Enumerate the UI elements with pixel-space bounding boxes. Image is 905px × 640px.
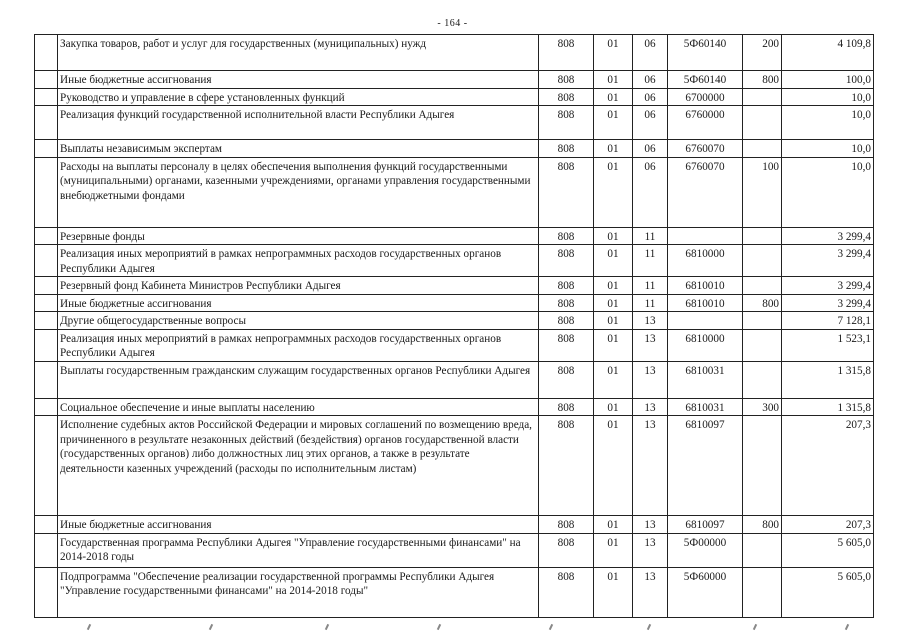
table-row (35, 398, 874, 416)
cell-rz: 01 (594, 516, 633, 534)
cell-name: Государственная программа Республики Адыгея "Управление государственными финансами" на 2014-2018 годы (58, 533, 539, 567)
row-marker (35, 88, 58, 106)
cell-pr: 13 (633, 533, 668, 567)
cell-ved: 808 (539, 245, 594, 277)
cell-vr: 800 (743, 294, 782, 312)
table-row (35, 312, 874, 330)
cell-ved: 808 (539, 361, 594, 398)
cell-ved: 808 (539, 294, 594, 312)
scan-mark (647, 624, 651, 630)
cell-rz: 01 (594, 361, 633, 398)
cell-vr (743, 88, 782, 106)
table-row (35, 71, 874, 89)
cell-vr (743, 312, 782, 330)
table-row (35, 416, 874, 516)
cell-name: Реализация иных мероприятий в рамках непрограммных расходов государственных органов Республики Адыгея (58, 329, 539, 361)
row-marker (35, 294, 58, 312)
cell-name: Иные бюджетные ассигнования (58, 71, 539, 89)
cell-name: Реализация функций государственной исполнительной власти Республики Адыгея (58, 106, 539, 140)
cell-vr: 800 (743, 516, 782, 534)
table-row (35, 533, 874, 567)
cell-sum: 5 605,0 (782, 567, 874, 617)
cell-csr: 6810010 (668, 294, 743, 312)
table-row (35, 157, 874, 227)
cell-rz: 01 (594, 567, 633, 617)
cell-csr: 6700000 (668, 88, 743, 106)
row-marker (35, 277, 58, 295)
cell-vr (743, 140, 782, 158)
cell-csr (668, 312, 743, 330)
row-marker (35, 398, 58, 416)
table-row (35, 277, 874, 295)
cell-name: Выплаты государственным гражданским служащим государственных органов Республики Адыгея (58, 361, 539, 398)
cell-csr: 6810031 (668, 398, 743, 416)
cell-ved: 808 (539, 516, 594, 534)
cell-rz: 01 (594, 35, 633, 71)
cell-vr (743, 329, 782, 361)
cell-csr: 5Ф00000 (668, 533, 743, 567)
cell-name: Социальное обеспечение и иные выплаты населению (58, 398, 539, 416)
cell-pr: 13 (633, 312, 668, 330)
row-marker (35, 71, 58, 89)
cell-ved: 808 (539, 416, 594, 516)
cell-pr: 13 (633, 516, 668, 534)
cell-vr (743, 567, 782, 617)
cell-ved: 808 (539, 277, 594, 295)
table-row (35, 140, 874, 158)
cell-csr: 6810010 (668, 277, 743, 295)
cell-csr: 6760070 (668, 140, 743, 158)
cell-rz: 01 (594, 106, 633, 140)
cell-sum: 207,3 (782, 516, 874, 534)
cell-csr: 6810097 (668, 416, 743, 516)
table-row (35, 106, 874, 140)
table-row (35, 294, 874, 312)
cell-sum: 10,0 (782, 106, 874, 140)
table-row (35, 567, 874, 617)
cell-pr: 11 (633, 277, 668, 295)
cell-rz: 01 (594, 277, 633, 295)
cell-pr: 06 (633, 140, 668, 158)
cell-pr: 06 (633, 35, 668, 71)
cell-vr (743, 106, 782, 140)
cell-sum: 100,0 (782, 71, 874, 89)
cell-csr: 6810097 (668, 516, 743, 534)
cell-rz: 01 (594, 88, 633, 106)
cell-name: Иные бюджетные ассигнования (58, 516, 539, 534)
scan-mark (209, 624, 213, 630)
cell-vr (743, 277, 782, 295)
cell-rz: 01 (594, 227, 633, 245)
cell-name: Исполнение судебных актов Российской Федерации и мировых соглашений по возмещению вреда, причиненного в результате незаконных действий (бездействия) органов государственной власти (государственных органов) либо должностных лиц этих органов, а также в результате деятельности казенных учреждений (расходы по исполнительным листам) (58, 416, 539, 516)
cell-pr: 13 (633, 361, 668, 398)
table-row (35, 361, 874, 398)
cell-sum: 1 315,8 (782, 398, 874, 416)
cell-sum: 3 299,4 (782, 277, 874, 295)
cell-csr: 5Ф60000 (668, 567, 743, 617)
cell-csr: 6760070 (668, 157, 743, 227)
cell-vr: 300 (743, 398, 782, 416)
cell-name: Реализация иных мероприятий в рамках непрограммных расходов государственных органов Республики Адыгея (58, 245, 539, 277)
row-marker (35, 312, 58, 330)
cell-rz: 01 (594, 71, 633, 89)
cell-pr: 06 (633, 106, 668, 140)
cell-name: Резервный фонд Кабинета Министров Республики Адыгея (58, 277, 539, 295)
cell-sum: 10,0 (782, 140, 874, 158)
cell-pr: 13 (633, 416, 668, 516)
cell-vr (743, 245, 782, 277)
cell-rz: 01 (594, 157, 633, 227)
cell-csr: 6810031 (668, 361, 743, 398)
cell-pr: 11 (633, 245, 668, 277)
scan-mark (325, 624, 329, 630)
cell-name: Выплаты независимым экспертам (58, 140, 539, 158)
cell-ved: 808 (539, 106, 594, 140)
cell-pr: 06 (633, 157, 668, 227)
cell-pr: 06 (633, 71, 668, 89)
cell-vr (743, 227, 782, 245)
table-row (35, 35, 874, 71)
table-row (35, 516, 874, 534)
cell-name: Руководство и управление в сфере установленных функций (58, 88, 539, 106)
cell-csr: 6760000 (668, 106, 743, 140)
cell-ved: 808 (539, 227, 594, 245)
cell-sum: 10,0 (782, 88, 874, 106)
row-marker (35, 245, 58, 277)
cell-csr: 5Ф60140 (668, 71, 743, 89)
cell-sum: 5 605,0 (782, 533, 874, 567)
cell-sum: 3 299,4 (782, 245, 874, 277)
cell-csr: 6810000 (668, 329, 743, 361)
cell-ved: 808 (539, 398, 594, 416)
cell-ved: 808 (539, 140, 594, 158)
row-marker (35, 35, 58, 71)
cell-pr: 11 (633, 227, 668, 245)
cell-sum: 207,3 (782, 416, 874, 516)
cell-sum: 3 299,4 (782, 227, 874, 245)
cell-sum: 1 523,1 (782, 329, 874, 361)
cell-csr: 5Ф60140 (668, 35, 743, 71)
cell-name: Иные бюджетные ассигнования (58, 294, 539, 312)
table-row (35, 329, 874, 361)
cell-vr: 800 (743, 71, 782, 89)
cell-pr: 13 (633, 567, 668, 617)
cell-name: Закупка товаров, работ и услуг для государственных (муниципальных) нужд (58, 35, 539, 71)
cell-pr: 06 (633, 88, 668, 106)
cell-vr: 100 (743, 157, 782, 227)
cell-ved: 808 (539, 35, 594, 71)
cell-ved: 808 (539, 567, 594, 617)
cell-vr (743, 361, 782, 398)
scan-mark (845, 624, 849, 630)
table-row (35, 227, 874, 245)
cell-rz: 01 (594, 329, 633, 361)
cell-rz: 01 (594, 533, 633, 567)
scan-mark (753, 624, 757, 630)
cell-vr: 200 (743, 35, 782, 71)
cell-ved: 808 (539, 88, 594, 106)
table-row (35, 88, 874, 106)
cell-csr (668, 227, 743, 245)
cell-ved: 808 (539, 329, 594, 361)
cell-sum: 4 109,8 (782, 35, 874, 71)
cell-rz: 01 (594, 140, 633, 158)
page-number: - 164 - (437, 18, 468, 29)
cell-rz: 01 (594, 416, 633, 516)
cell-sum: 1 315,8 (782, 361, 874, 398)
cell-ved: 808 (539, 533, 594, 567)
row-marker (35, 106, 58, 140)
cell-name: Расходы на выплаты персоналу в целях обеспечения выполнения функций государственными (муниципальными) органами, казенными учреждениями, органами управления государственными внебюджетными фондами (58, 157, 539, 227)
table-row (35, 245, 874, 277)
row-marker (35, 329, 58, 361)
cell-sum: 7 128,1 (782, 312, 874, 330)
cell-ved: 808 (539, 312, 594, 330)
cell-vr (743, 533, 782, 567)
cell-sum: 3 299,4 (782, 294, 874, 312)
row-marker (35, 416, 58, 516)
row-marker (35, 516, 58, 534)
cell-csr: 6810000 (668, 245, 743, 277)
scan-edge-marks (34, 624, 872, 634)
cell-rz: 01 (594, 398, 633, 416)
cell-rz: 01 (594, 312, 633, 330)
cell-name: Резервные фонды (58, 227, 539, 245)
row-marker (35, 533, 58, 567)
row-marker (35, 567, 58, 617)
budget-table (34, 34, 874, 618)
row-marker (35, 361, 58, 398)
cell-rz: 01 (594, 294, 633, 312)
row-marker (35, 227, 58, 245)
cell-name: Подпрограмма "Обеспечение реализации государственной программы Республики Адыгея "Управление государственными финансами" на 2014-2018 годы" (58, 567, 539, 617)
cell-rz: 01 (594, 245, 633, 277)
cell-ved: 808 (539, 157, 594, 227)
scan-mark (549, 624, 553, 630)
cell-pr: 11 (633, 294, 668, 312)
scan-mark (87, 624, 91, 630)
cell-pr: 13 (633, 398, 668, 416)
cell-pr: 13 (633, 329, 668, 361)
cell-name: Другие общегосударственные вопросы (58, 312, 539, 330)
cell-vr (743, 416, 782, 516)
cell-ved: 808 (539, 71, 594, 89)
scan-mark (437, 624, 441, 630)
row-marker (35, 157, 58, 227)
cell-sum: 10,0 (782, 157, 874, 227)
row-marker (35, 140, 58, 158)
